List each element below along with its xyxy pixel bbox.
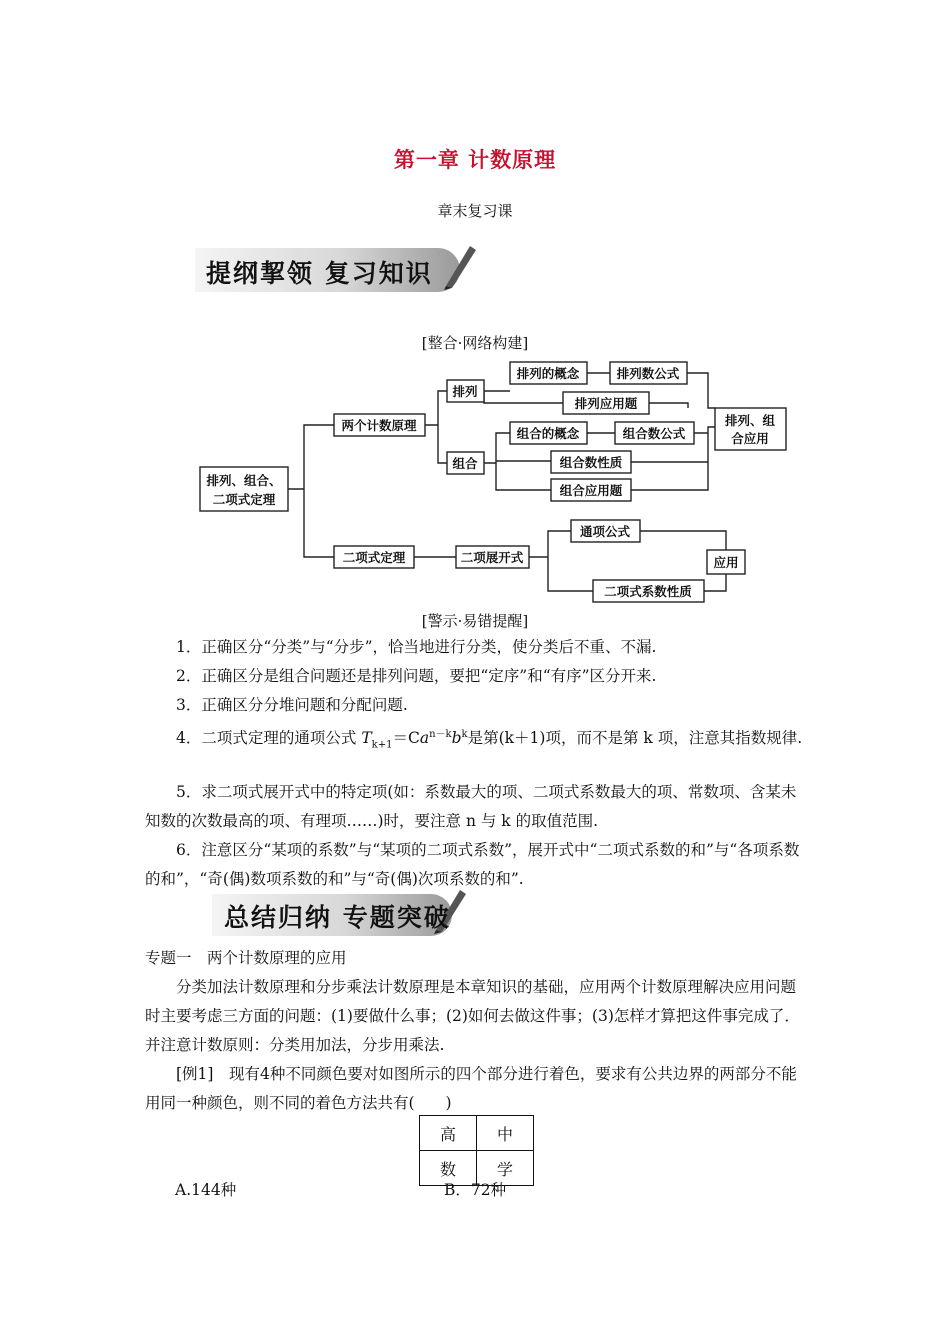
- section-banner-topics: 总结归纳 专题突破: [224, 903, 451, 932]
- diagram-perm-formula: 排列数公式: [616, 366, 680, 381]
- diagram-perm-application: 排列应用题: [574, 396, 638, 411]
- diagram-comb-formula: 组合数公式: [622, 426, 686, 441]
- diagram-comb-property: 组合数性质: [559, 455, 623, 470]
- example-1: [例1] 现有4种不同颜色要对如图所示的四个部分进行着色，要求有公共边界的两部分不能用同一种颜色，则不同的着色方法共有( ): [145, 1065, 797, 1112]
- topic1-text: 分类加法计数原理和分步乘法计数原理是本章知识的基础，应用两个计数原理解决应用问题时主要考虑三方面的问题：(1)要做什么事；(2)如何去做这件事；(3)怎样才算把这件事完成了．并注意计数原则：分类用加法，分步用乘法.: [145, 978, 800, 1054]
- topic1-title: 专题一 两个计数原理的应用: [145, 949, 347, 967]
- warning-1: 1．正确区分“分类”与“分步”，恰当地进行分类，使分类后不重、不漏.: [176, 638, 657, 656]
- diagram-root-line1: 排列、组合、: [206, 473, 282, 488]
- section-banner-review: 提纲挈领 复习知识: [206, 259, 433, 288]
- grid-cell: 高: [420, 1116, 477, 1151]
- diagram-comb-concept: 组合的概念: [516, 426, 580, 441]
- diagram-binomial-expansion: 二项展开式: [460, 550, 524, 565]
- diagram-perm-comb-app-line2: 合应用: [731, 431, 769, 446]
- diagram-binomial-application: 应用: [713, 555, 739, 570]
- warning-5: 5．求二项式展开式中的特定项(如：系数最大的项、二项式系数最大的项、常数项、含某未知数的次数最高的项、有理项……)时，要注意 n 与 k 的取值范围.: [145, 783, 797, 830]
- grid-cell: 学: [477, 1151, 534, 1186]
- warning-heading: [警示·易错提醒]: [421, 612, 529, 630]
- grid-cell: 中: [477, 1116, 534, 1151]
- diagram-comb-application: 组合应用题: [559, 483, 623, 498]
- diagram-root-line2: 二项式定理: [212, 492, 276, 507]
- diagram-combination: 组合: [452, 456, 478, 471]
- chapter-title: 第一章 计数原理: [393, 148, 557, 172]
- pen-icon: [440, 240, 480, 290]
- diagram-coef-property: 二项式系数性质: [604, 584, 692, 599]
- diagram-binomial: 二项式定理: [342, 550, 406, 565]
- warning-2: 2．正确区分是组合问题还是排列问题，要把“定序”和“有序”区分开来.: [176, 667, 657, 685]
- grid-cell: 数: [420, 1151, 477, 1186]
- warning-4: 4．二项式定理的通项公式 $T_{k+1}=Ca^{n-k}b^k$是第(k＋1)项，而不是第 k 项，注意其指数规律.: [176, 729, 803, 751]
- diagram-permutation: 排列: [452, 384, 478, 399]
- warning-6: 6．注意区分“某项的系数”与“某项的二项式系数”，展开式中“二项式系数的和”与“各项系数的和”，“奇(偶)数项系数的和”与“奇(偶)次项系数的和”.: [145, 841, 800, 888]
- network-heading: [整合·网络构建]: [421, 334, 529, 352]
- diagram-two-principles: 两个计数原理: [341, 418, 417, 433]
- diagram-perm-comb-app-line1: 排列、组: [724, 413, 776, 428]
- coloring-grid: [419, 1115, 534, 1186]
- warning-3: 3．正确区分分堆问题和分配问题.: [176, 696, 408, 714]
- option-b: B．72种: [444, 1181, 507, 1199]
- diagram-general-term: 通项公式: [579, 524, 631, 539]
- diagram-perm-concept: 排列的概念: [516, 366, 580, 381]
- lesson-subtitle: 章末复习课: [437, 202, 513, 220]
- knowledge-diagram: [198, 355, 798, 607]
- option-a: A.144种: [175, 1181, 237, 1199]
